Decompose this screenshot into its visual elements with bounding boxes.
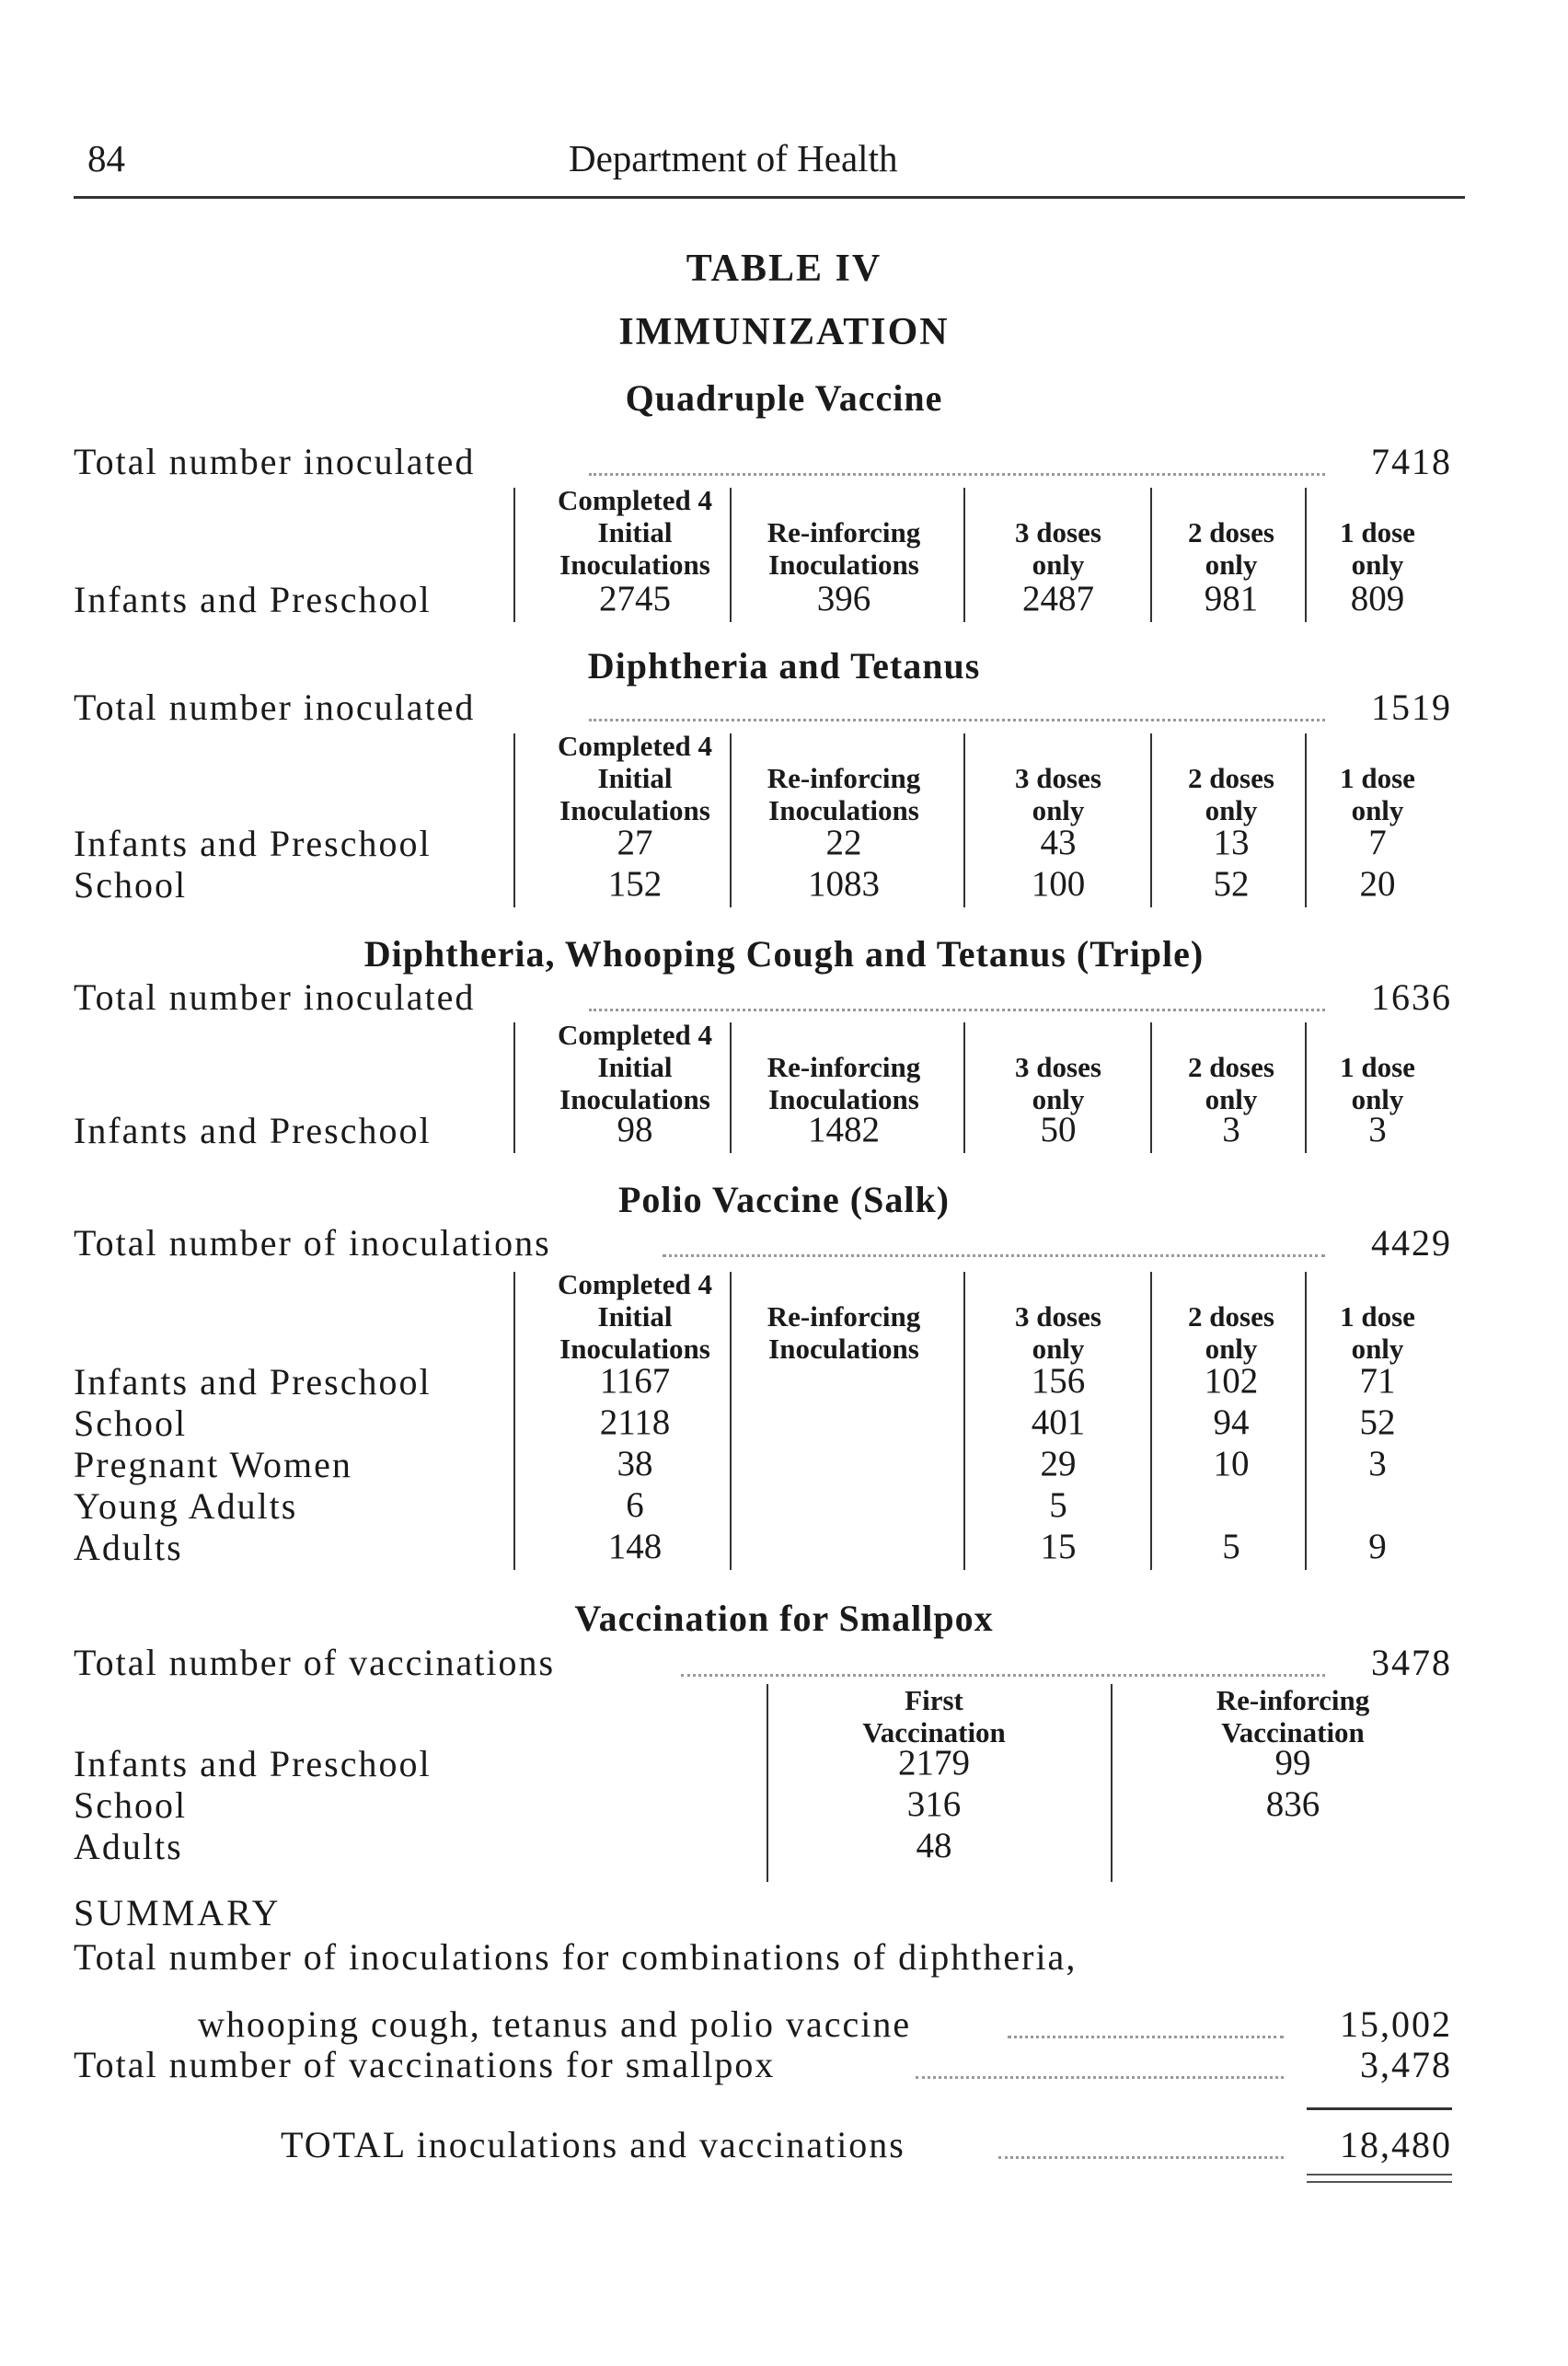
col-header-two: 2 doses	[1188, 1300, 1274, 1333]
triple-title: Diphtheria, Whooping Cough and Tetanus (Triple)	[363, 933, 1205, 975]
col-header-three: only	[1032, 794, 1085, 826]
polio-col-divider	[730, 1272, 732, 1570]
col-header-reinforcing: Inoculations	[768, 1083, 919, 1115]
summary-double-rule-1	[1307, 2174, 1452, 2176]
polio-row-label: Pregnant Women	[74, 1444, 352, 1485]
smallpox-cell: 836	[1265, 1784, 1320, 1824]
polio-cell: 94	[1213, 1402, 1250, 1442]
col-header-reinforcing: Re-inforcing	[767, 762, 921, 794]
quadruple-col-divider	[513, 488, 515, 622]
triple-col-divider	[730, 1022, 732, 1153]
table-title: IMMUNIZATION	[618, 311, 950, 353]
summary-sum-rule	[1307, 2107, 1452, 2110]
polio-col-divider	[963, 1272, 965, 1570]
col-header-completed: Completed 4	[558, 1268, 712, 1300]
dt-cell: 43	[1040, 823, 1077, 862]
triple-cell: 3	[1368, 1110, 1387, 1149]
dt-cell: 20	[1359, 864, 1396, 904]
col-header-reinforcing: Inoculations	[768, 1333, 919, 1365]
col-header-completed: Initial	[597, 1051, 673, 1083]
polio-cell: 5	[1222, 1527, 1240, 1566]
col-header-two: only	[1205, 1083, 1258, 1115]
polio-cell: 5	[1049, 1485, 1067, 1525]
col-header-three: 3 doses	[1015, 762, 1101, 794]
triple-col-divider	[513, 1022, 515, 1153]
dt-cell: 1083	[808, 864, 880, 904]
triple-cell: 1482	[808, 1110, 880, 1149]
triple-total-value: 1636	[1371, 976, 1452, 1018]
smallpox-total-leader	[681, 1674, 1325, 1677]
col-header-one: only	[1351, 794, 1404, 826]
polio-cell: 71	[1359, 1361, 1396, 1401]
dt-cell: 7	[1368, 823, 1387, 862]
quadruple-col-divider	[730, 488, 732, 622]
summary-value-3: 3,478	[1360, 2044, 1452, 2085]
dt-total-label: Total number inoculated	[74, 687, 476, 728]
col-header-reinforcing-vaccination: Re-inforcing	[1216, 1684, 1370, 1716]
smallpox-total-value: 3478	[1371, 1642, 1452, 1683]
col-header-completed: Completed 4	[558, 730, 712, 762]
dt-total-leader	[589, 719, 1325, 721]
smallpox-row-label: Infants and Preschool	[74, 1743, 432, 1784]
triple-row-label: Infants and Preschool	[74, 1110, 432, 1151]
dt-cell: 152	[607, 864, 663, 904]
col-header-completed: Inoculations	[559, 1083, 710, 1115]
col-header-three: 3 doses	[1015, 1051, 1101, 1083]
quadruple-cell: 2487	[1022, 579, 1094, 618]
smallpox-cell: 99	[1274, 1743, 1311, 1783]
col-header-one: 1 dose	[1340, 1051, 1415, 1083]
col-header-reinforcing: Re-inforcing	[767, 1051, 921, 1083]
col-header-one: only	[1351, 1083, 1404, 1115]
dt-cell: 22	[825, 823, 862, 862]
col-header-three: only	[1032, 1083, 1085, 1115]
summary-leader-2	[1008, 2036, 1284, 2038]
table-label: TABLE IV	[686, 248, 882, 290]
col-header-two: 2 doses	[1188, 762, 1274, 794]
polio-cell: 29	[1040, 1444, 1077, 1483]
polio-cell: 52	[1359, 1402, 1396, 1442]
polio-cell: 6	[626, 1485, 644, 1525]
quadruple-cell: 396	[816, 579, 871, 618]
col-header-reinforcing: Re-inforcing	[767, 516, 921, 548]
polio-title: Polio Vaccine (Salk)	[617, 1179, 951, 1220]
polio-cell: 2118	[599, 1402, 671, 1442]
polio-total-label: Total number of inoculations	[74, 1222, 551, 1264]
col-header-completed: Inoculations	[559, 1333, 710, 1365]
col-header-completed: Initial	[597, 1300, 673, 1333]
smallpox-cell: 316	[906, 1784, 962, 1824]
dt-row-label: School	[74, 864, 188, 906]
col-header-reinforcing: Inoculations	[768, 794, 919, 826]
polio-total-value: 4429	[1371, 1222, 1452, 1264]
dt-row-label: Infants and Preschool	[74, 823, 432, 864]
col-header-completed: Initial	[597, 762, 673, 794]
summary-total-label: TOTAL inoculations and vaccinations	[281, 2124, 905, 2165]
col-header-two: only	[1205, 548, 1258, 581]
col-header-reinforcing: Inoculations	[768, 548, 919, 581]
polio-cell: 1167	[599, 1361, 671, 1401]
col-header-first-vaccination: Vaccination	[862, 1716, 1006, 1749]
col-header-two: 2 doses	[1188, 1051, 1274, 1083]
col-header-completed: Completed 4	[558, 1019, 712, 1051]
polio-cell: 401	[1031, 1402, 1086, 1442]
smallpox-total-label: Total number of vaccinations	[74, 1642, 556, 1683]
polio-cell: 148	[607, 1527, 663, 1566]
triple-cell: 3	[1222, 1110, 1240, 1149]
summary-heading: SUMMARY	[74, 1892, 282, 1933]
polio-row-label: Adults	[74, 1527, 183, 1568]
triple-cell: 98	[617, 1110, 653, 1149]
polio-row-label: School	[74, 1402, 188, 1444]
col-header-one: 1 dose	[1340, 1300, 1415, 1333]
smallpox-cell: 48	[916, 1826, 952, 1865]
summary-line-2: whooping cough, tetanus and polio vaccine	[198, 2003, 912, 2045]
col-header-two: only	[1205, 794, 1258, 826]
smallpox-col-divider	[767, 1684, 768, 1882]
col-header-one: 1 dose	[1340, 516, 1415, 548]
col-header-completed: Initial	[597, 516, 673, 548]
dt-col-divider	[513, 733, 515, 907]
dt-col-divider	[963, 733, 965, 907]
triple-col-divider	[963, 1022, 965, 1153]
smallpox-row-label: Adults	[74, 1826, 183, 1867]
polio-row-label: Young Adults	[74, 1485, 298, 1527]
smallpox-cell: 2179	[898, 1743, 970, 1783]
summary-line-1: Total number of inoculations for combinations of diphtheria,	[74, 1936, 1078, 1978]
summary-leader-3	[916, 2076, 1284, 2079]
quadruple-cell: 2745	[599, 579, 671, 618]
quadruple-total-label: Total number inoculated	[74, 441, 476, 482]
polio-total-leader	[663, 1254, 1325, 1257]
col-header-reinforcing: Re-inforcing	[767, 1300, 921, 1333]
dt-cell: 13	[1213, 823, 1250, 862]
smallpox-title: Vaccination for Smallpox	[574, 1598, 994, 1639]
col-header-two: 2 doses	[1188, 516, 1274, 548]
dt-cell: 100	[1031, 864, 1086, 904]
polio-cell: 15	[1040, 1527, 1077, 1566]
dt-title: Diphtheria and Tetanus	[587, 645, 981, 687]
col-header-two: only	[1205, 1333, 1258, 1365]
polio-cell: 3	[1368, 1444, 1387, 1483]
col-header-three: 3 doses	[1015, 1300, 1101, 1333]
col-header-reinforcing-vaccination: Vaccination	[1221, 1716, 1365, 1749]
smallpox-row-label: School	[74, 1784, 188, 1826]
dt-col-divider	[730, 733, 732, 907]
running-header: Department of Health	[569, 137, 898, 179]
col-header-three: only	[1032, 548, 1085, 581]
smallpox-col-divider	[1111, 1684, 1113, 1882]
summary-total-leader	[998, 2156, 1284, 2159]
col-header-one: 1 dose	[1340, 762, 1415, 794]
col-header-three: only	[1032, 1333, 1085, 1365]
quadruple-title: Quadruple Vaccine	[625, 377, 943, 419]
quadruple-total-value: 7418	[1371, 441, 1452, 482]
polio-cell: 156	[1031, 1361, 1086, 1401]
triple-cell: 50	[1040, 1110, 1077, 1149]
dt-cell: 27	[617, 823, 653, 862]
triple-total-leader	[589, 1009, 1325, 1011]
polio-cell: 102	[1204, 1361, 1259, 1401]
dt-cell: 52	[1213, 864, 1250, 904]
triple-total-label: Total number inoculated	[74, 976, 476, 1018]
quadruple-total-leader	[589, 473, 1325, 476]
summary-line-3: Total number of vaccinations for smallpox	[74, 2044, 776, 2085]
dt-total-value: 1519	[1371, 687, 1452, 728]
polio-cell: 10	[1213, 1444, 1250, 1483]
summary-value-2: 15,002	[1340, 2003, 1452, 2045]
col-header-one: only	[1351, 548, 1404, 581]
summary-double-rule-2	[1307, 2181, 1452, 2183]
summary-total-value: 18,480	[1340, 2124, 1452, 2165]
quadruple-cell: 981	[1204, 579, 1259, 618]
header-rule	[74, 196, 1465, 199]
col-header-first-vaccination: First	[905, 1684, 963, 1716]
polio-cell: 9	[1368, 1527, 1387, 1566]
col-header-one: only	[1351, 1333, 1404, 1365]
col-header-completed: Inoculations	[559, 794, 710, 826]
page-number: 84	[87, 137, 125, 179]
polio-row-label: Infants and Preschool	[74, 1361, 432, 1402]
col-header-completed: Completed 4	[558, 484, 712, 516]
col-header-completed: Inoculations	[559, 548, 710, 581]
quadruple-col-divider	[963, 488, 965, 622]
quadruple-cell: 809	[1350, 579, 1405, 618]
polio-cell: 38	[617, 1444, 653, 1483]
quadruple-row-label: Infants and Preschool	[74, 579, 432, 620]
polio-col-divider	[513, 1272, 515, 1570]
col-header-three: 3 doses	[1015, 516, 1101, 548]
